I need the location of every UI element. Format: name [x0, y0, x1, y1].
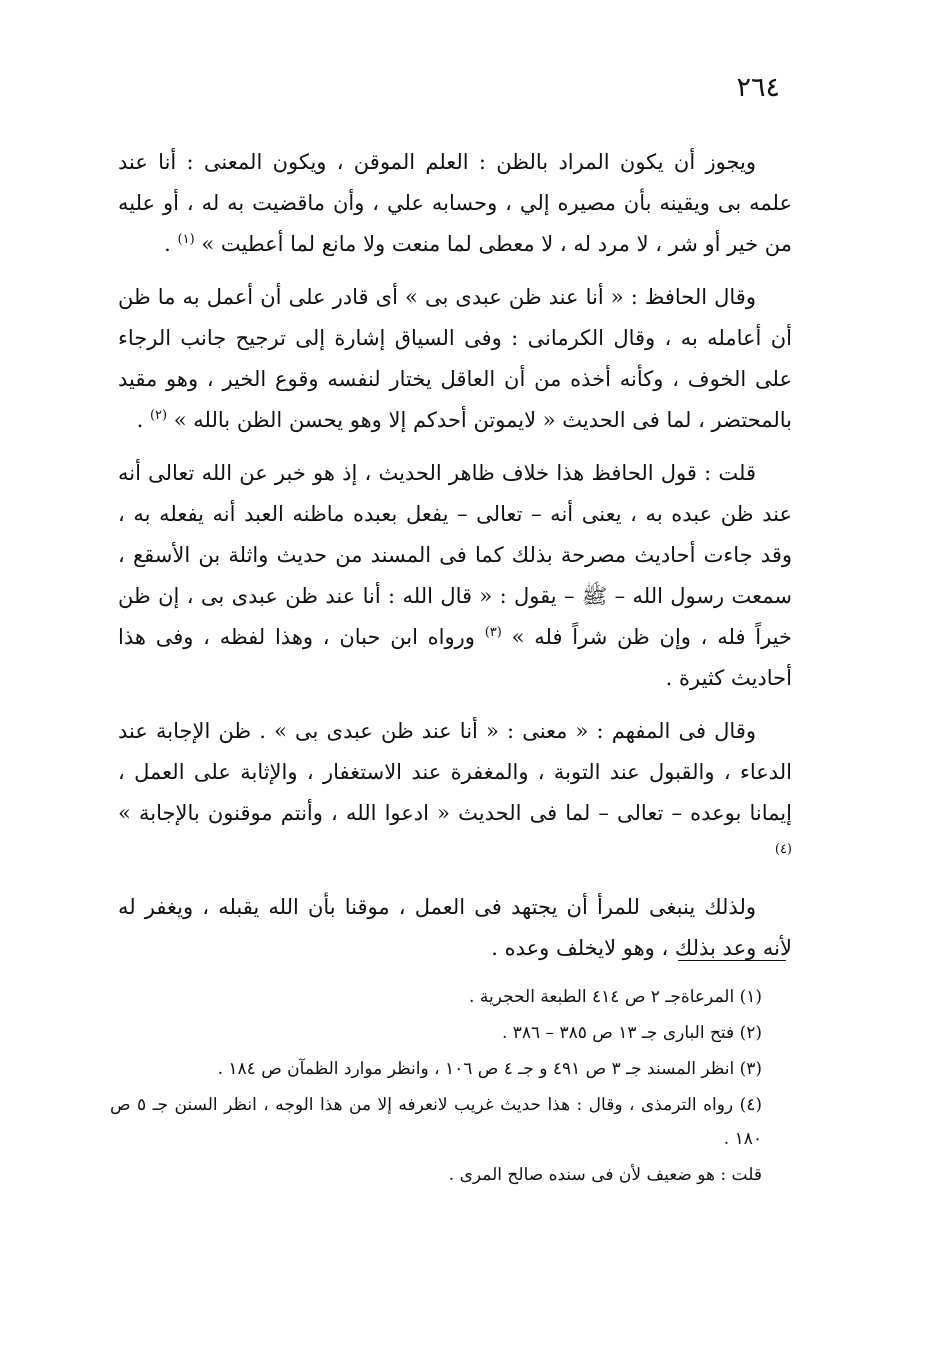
footnote-ref: (٤) [774, 842, 792, 857]
paragraph-text: ويجوز أن يكون المراد بالظن : العلم الموقن ، ويكون المعنى : أنا عند علمه بى ويقينه بأن مصيره إلي ، وحسابه علي ، وأن ماقضيت به له ، أو عليه من خير أو شر ، لا مرد له ، لا معطى لما منعت ولا مانع لما أعطيت » [118, 150, 792, 256]
paragraph-text: وقال الحافظ : « أنا عند ظن عبدى بى » أى قادر على أن أعمل به ما ظن أن أعامله به ، وقال الكرمانى : وفى السياق إشارة إلى ترجيح جانب الرجاء على الخوف ، وكأنه أخذه من أن العاقل يختار لنفسه وقوع الخير ، وهو مقيد بالمحتضر ، لما فى الحديث « لايموتن أحدكم إلا وهو يحسن الظن بالله » [118, 285, 792, 432]
footnotes [110, 980, 790, 1194]
main-text [118, 142, 792, 981]
paragraph [118, 453, 792, 699]
paragraph-tail: ورواه ابن حبان ، وهذا لفظه ، وفى هذا أحاديث كثيرة . [118, 625, 792, 690]
footnote-item: (١) المرعاةجـ ٢ ص ٤١٤ الطبعة الحجرية . [469, 987, 762, 1007]
footnote-item: (٢) فتح البارى جـ ١٣ ص ٣٨٥ – ٣٨٦ . [501, 1023, 762, 1043]
paragraph-text: وقال فى المفهم : « معنى : « أنا عند ظن عبدى بى » . ظن الإجابة عند الدعاء ، والقبول عند التوبة ، والمغفرة عند الاستغفار ، والإثابة على العمل ، إيمانا بوعده – تعالى – لما فى الحديث « ادعوا الله ، وأنتم موقنون بالإجابة » [118, 719, 792, 825]
paragraph-text: ولذلك ينبغى للمرأ أن يجتهد فى العمل ، موقنا بأن الله يقبله ، ويغفر له لأنه وعد بذلك ، وهو لايخلف وعده . [118, 895, 792, 960]
paragraph [118, 711, 792, 875]
footnote-ref: (١) [177, 232, 195, 247]
page-number: ٢٦٤ [736, 72, 780, 103]
paragraph [118, 277, 792, 441]
paragraph [118, 887, 792, 969]
paragraph-tail: . [136, 408, 150, 432]
footnote-note: قلت : هو ضعيف لأن فى سنده صالح المرى . [448, 1165, 762, 1185]
footnote-separator [678, 960, 786, 961]
footnote-item: (٣) انظر المسند جـ ٣ ص ٤٩١ و جـ ٤ ص ١٠٦ ، وانظر موارد الظمآن ص ١٨٤ . [217, 1059, 762, 1079]
paragraph-tail: . [164, 232, 178, 256]
footnote-item: (٤) رواه الترمذى ، وقال : هذا حديث غريب لانعرفه إلا من هذا الوجه ، انظر السنن جـ ٥ ص ١٨٠ . [110, 1095, 762, 1149]
paragraph [118, 142, 792, 265]
paragraph-text: قلت : قول الحافظ هذا خلاف ظاهر الحديث ، إذ هو خبر عن الله تعالى أنه عند ظن عبده به ، يعنى أنه – تعالى – يفعل بعبده ماظنه العبد أنه يفعله به ، وقد جاءت أحاديث مصرحة بذلك كما فى المسند من حديث واثلة بن الأسقع ، سمعت رسول الله – ﷺ – يقول : « قال الله : أنا عند ظن عبدى بى ، إن ظن خيراً فله ، وإن ظن شراً فله » [118, 461, 792, 649]
footnote-ref: (٢) [149, 408, 168, 423]
footnote-ref: (٣) [484, 625, 502, 640]
